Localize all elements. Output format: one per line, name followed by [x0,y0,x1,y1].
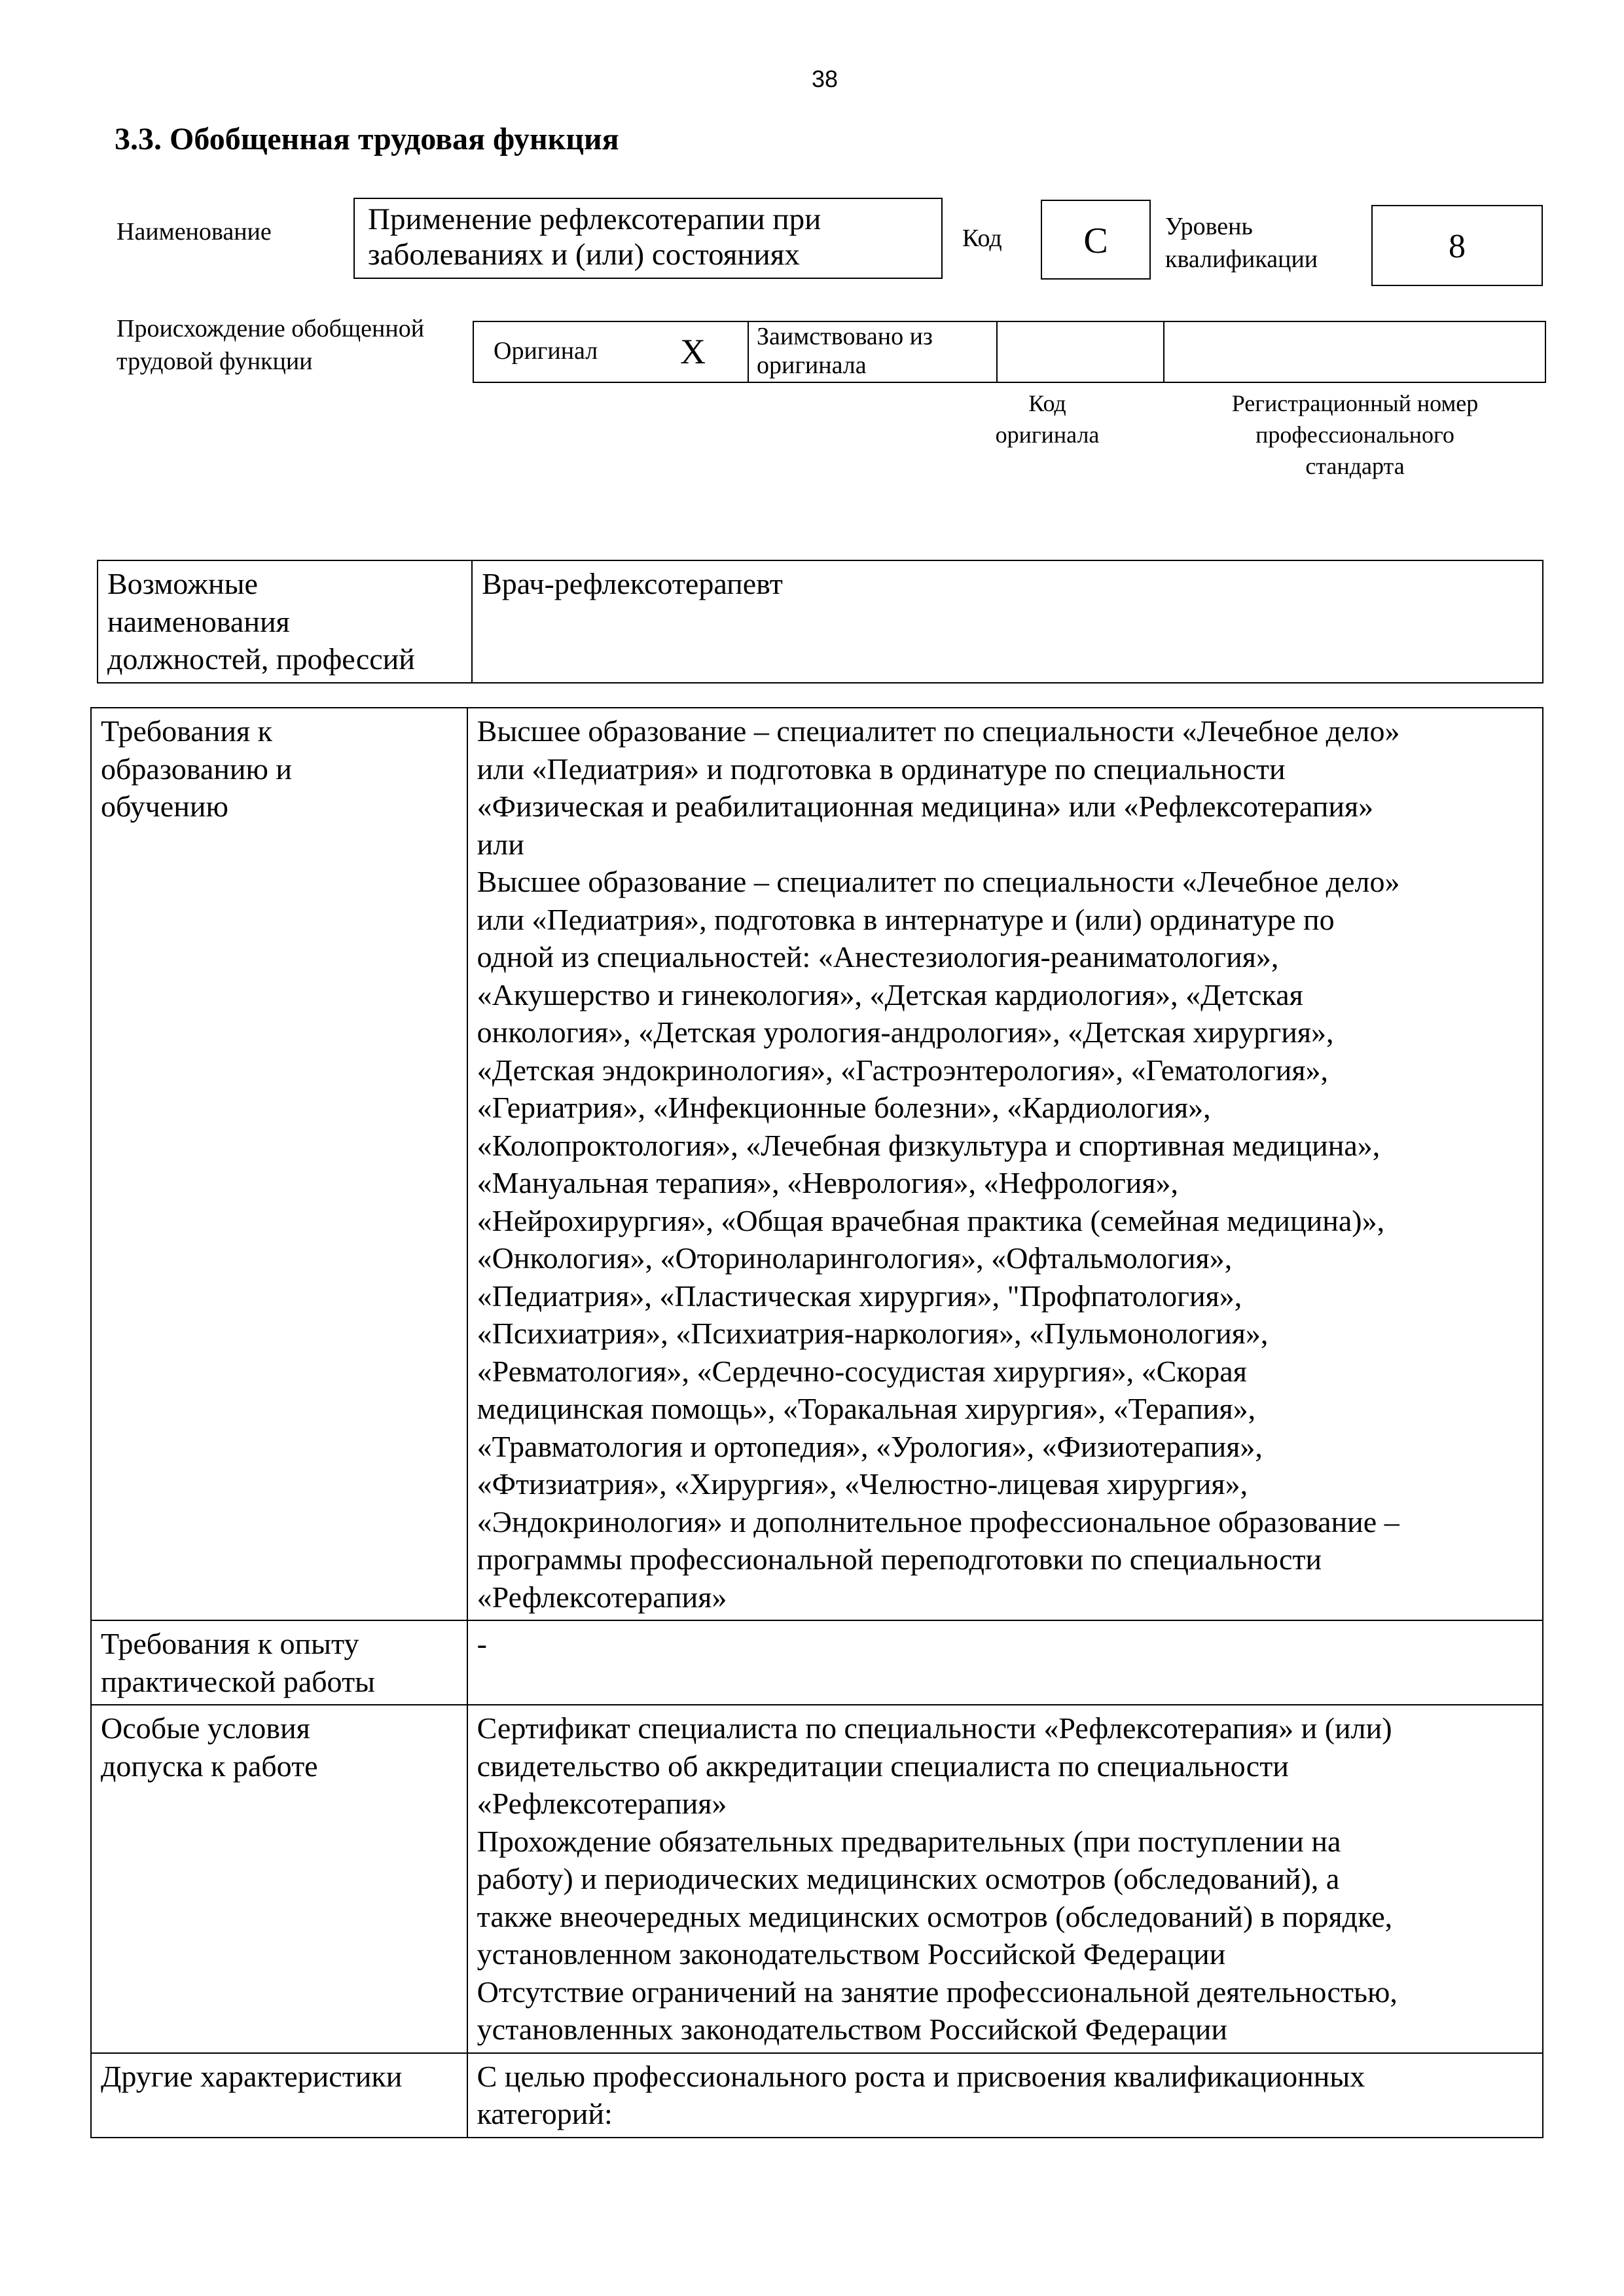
code-caption-line: оригинала [995,422,1100,448]
positions-table [97,560,1543,683]
other-label-cell [91,2053,467,2138]
reg-number-caption [1165,388,1545,482]
code-label: Код [962,225,1002,252]
code-caption-line: Код [1028,390,1066,416]
table-row [91,1620,1543,1705]
table-row [98,560,1543,683]
education-label-line: Требования к [101,714,272,748]
education-line: одной из специальностей: «Анестезиология-реаниматология», [477,940,1279,974]
experience-label-cell [91,1620,467,1705]
special-line: Сертификат специалиста по специальности «Рефлексотерапия» и (или) [477,1711,1392,1745]
positions-value: Врач-рефлексотерапевт [482,567,783,600]
education-line: Высшее образование – специалитет по специальности «Лечебное дело» [477,714,1400,748]
education-line: «Эндокринология» и дополнительное профессиональное образование – [477,1504,1399,1539]
education-line: или «Педиатрия» и подготовка в ординатуре по специальности [477,752,1286,786]
origin-label-line1: Происхождение обобщенной [117,315,425,342]
education-line: «Мануальная терапия», «Неврология», «Нефрология», [477,1166,1178,1199]
other-value-cell [467,2053,1543,2138]
education-line: «Акушерство и гинекология», «Детская кардиология», «Детская [477,977,1303,1011]
positions-label-line: должностей, профессий [107,642,415,676]
education-label-line: обучению [101,790,228,823]
special-value-cell [467,1705,1543,2053]
origin-row [473,321,1546,383]
experience-label-line: Требования к опыту [101,1627,359,1660]
education-line: или [477,827,524,861]
page-number: 38 [811,65,839,92]
positions-label-line: Возможные [107,567,258,600]
table-row [91,708,1543,1620]
special-line: установленных законодательством Российской Федерации [477,2013,1227,2046]
reg-caption-line: стандарта [1305,453,1405,479]
experience-value-cell [467,1620,1543,1705]
section-title: 3.3. Обобщенная трудовая функция [115,122,619,156]
table-row [91,1705,1543,2053]
name-label: Наименование [117,218,272,246]
education-line: «Травматология и ортопедия», «Урология», «Физиотерапия», [477,1429,1263,1463]
function-name-line: заболеваниях и (или) состояниях [368,238,800,272]
origin-code-cell [998,322,1164,382]
education-line: «Детская эндокринология», «Гастроэнтерология», «Гематология», [477,1053,1329,1087]
education-line: онкология», «Детская урология-андрология», «Детская хирургия», [477,1015,1334,1049]
education-line: «Ревматология», «Сердечно-сосудистая хирургия», «Скорая [477,1354,1247,1388]
education-line: «Педиатрия», «Пластическая хирургия», "Профпатология», [477,1279,1242,1313]
education-line: «Рефлексотерапия» [477,1580,727,1614]
education-line: «Гериатрия», «Инфекционные болезни», «Кардиология», [477,1091,1211,1124]
positions-label-line: наименования [107,604,290,638]
education-line: «Онкология», «Оториноларингология», «Офтальмология», [477,1241,1233,1275]
education-line: Высшее образование – специалитет по специальности «Лечебное дело» [477,865,1400,898]
table-row [91,2053,1543,2138]
education-line: «Фтизиатрия», «Хирургия», «Челюстно-лицевая хирургия», [477,1467,1248,1501]
origin-reg-number-cell [1164,322,1545,382]
other-line: С целью профессионального роста и присвоения квалификационных [477,2059,1365,2093]
function-name-box [353,198,943,279]
experience-label-line: практической работы [101,1664,375,1698]
special-label-line: допуска к работе [101,1749,318,1783]
special-line: также внеочередных медицинских осмотров (обследований) в порядке, [477,1899,1393,1933]
positions-value-cell [472,560,1543,683]
other-line: категорий: [477,2097,613,2130]
education-label-cell [91,708,467,1620]
education-line: «Физическая и реабилитационная медицина» или «Рефлексотерапия» [477,790,1374,823]
code-value: C [1041,200,1151,280]
original-mark: X [680,332,706,371]
reg-caption-line: профессионального [1255,422,1454,448]
special-line: свидетельство об аккредитации специалиста по специальности [477,1749,1289,1783]
education-line: «Нейрохирургия», «Общая врачебная практика (семейная медицина)», [477,1203,1385,1237]
education-line: программы профессиональной переподготовки по специальности [477,1542,1322,1576]
special-label-cell [91,1705,467,2053]
education-label-line: образованию и [101,752,292,786]
level-label-line2: квалификации [1165,246,1318,273]
other-label: Другие характеристики [101,2059,403,2093]
special-line: «Рефлексотерапия» [477,1787,727,1820]
function-name-line: Применение рефлексотерапии при [368,202,821,236]
education-value-cell [467,708,1543,1620]
requirements-table [90,707,1543,2138]
level-value: 8 [1371,205,1543,286]
special-label-line: Особые условия [101,1711,310,1745]
origin-borrowed-cell [749,322,998,382]
special-line: Отсутствие ограничений на занятие профессиональной деятельностью, [477,1975,1398,2009]
education-line: «Колопроктология», «Лечебная физкультура и спортивная медицина», [477,1128,1380,1162]
special-line: установленном законодательством Российской Федерации [477,1937,1226,1971]
origin-original-cell [474,322,749,382]
positions-label-cell [98,560,472,683]
origin-label-line2: трудовой функции [117,348,313,375]
reg-caption-line: Регистрационный номер [1231,390,1479,416]
special-line: работу) и периодических медицинских осмотров (обследований), а [477,1862,1340,1895]
education-line: или «Педиатрия», подготовка в интернатуре и (или) ординатуре по [477,902,1335,936]
education-line: медицинская помощь», «Торакальная хирургия», «Терапия», [477,1392,1256,1425]
experience-value: - [477,1627,487,1660]
original-label: Оригинал [494,337,598,365]
borrowed-label-line2: оригинала [757,352,867,379]
education-line: «Психиатрия», «Психиатрия-наркология», «Пульмонология», [477,1317,1269,1350]
code-caption [969,388,1126,450]
special-line: Прохождение обязательных предварительных (при поступлении на [477,1824,1341,1858]
borrowed-label-line1: Заимствовано из [757,323,933,350]
level-label-line1: Уровень [1165,213,1253,240]
